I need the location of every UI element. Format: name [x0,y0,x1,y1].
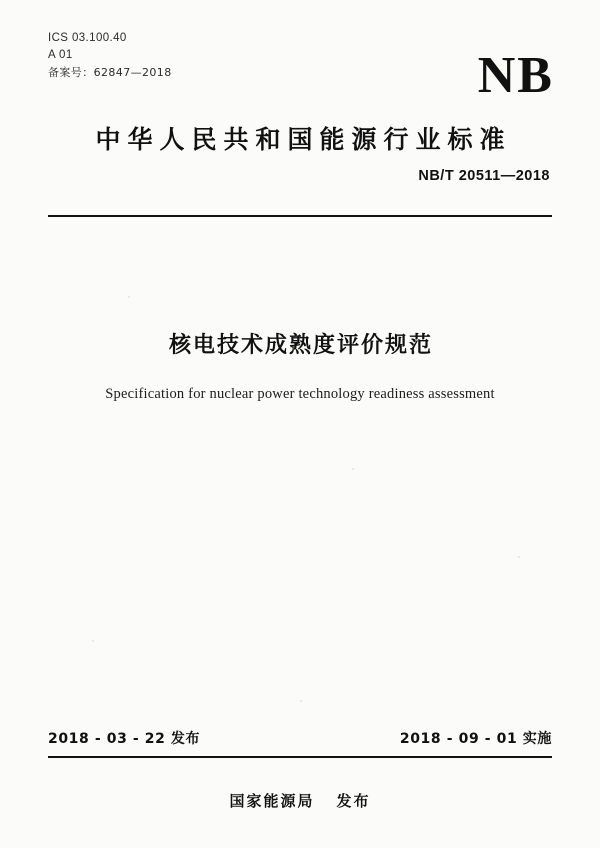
ics-metadata-block [48,30,172,81]
record-number: 备案号：62847—2018 [48,66,172,79]
divider-top [48,215,552,217]
publication-dates-row [48,728,552,748]
scan-speckle [92,640,94,642]
scan-speckle [352,468,354,470]
issuer-name: 国家能源局 [229,792,315,810]
ics-code: ICS 03.100.40 [48,32,127,44]
classification-code: A 01 [48,49,73,61]
issuer-line [0,790,600,811]
scan-speckle [128,296,130,298]
divider-bottom [48,756,552,758]
standard-number: NB/T 20511—2018 [418,168,550,184]
scan-speckle [518,556,520,558]
document-title-chinese: 核电技术成熟度评价规范 [168,333,433,358]
nb-logo: NB [477,47,554,104]
scan-speckle [300,700,302,702]
document-title-english: Specification for nuclear power technology readiness assessment [105,386,495,402]
issuer-action: 发布 [336,792,371,810]
effective-date: 2018 - 09 - 01 实施 [399,731,552,747]
issuing-authority-title: 中华人民共和国能源行业标准 [95,125,512,154]
issue-date: 2018 - 03 - 22 发布 [48,731,201,747]
